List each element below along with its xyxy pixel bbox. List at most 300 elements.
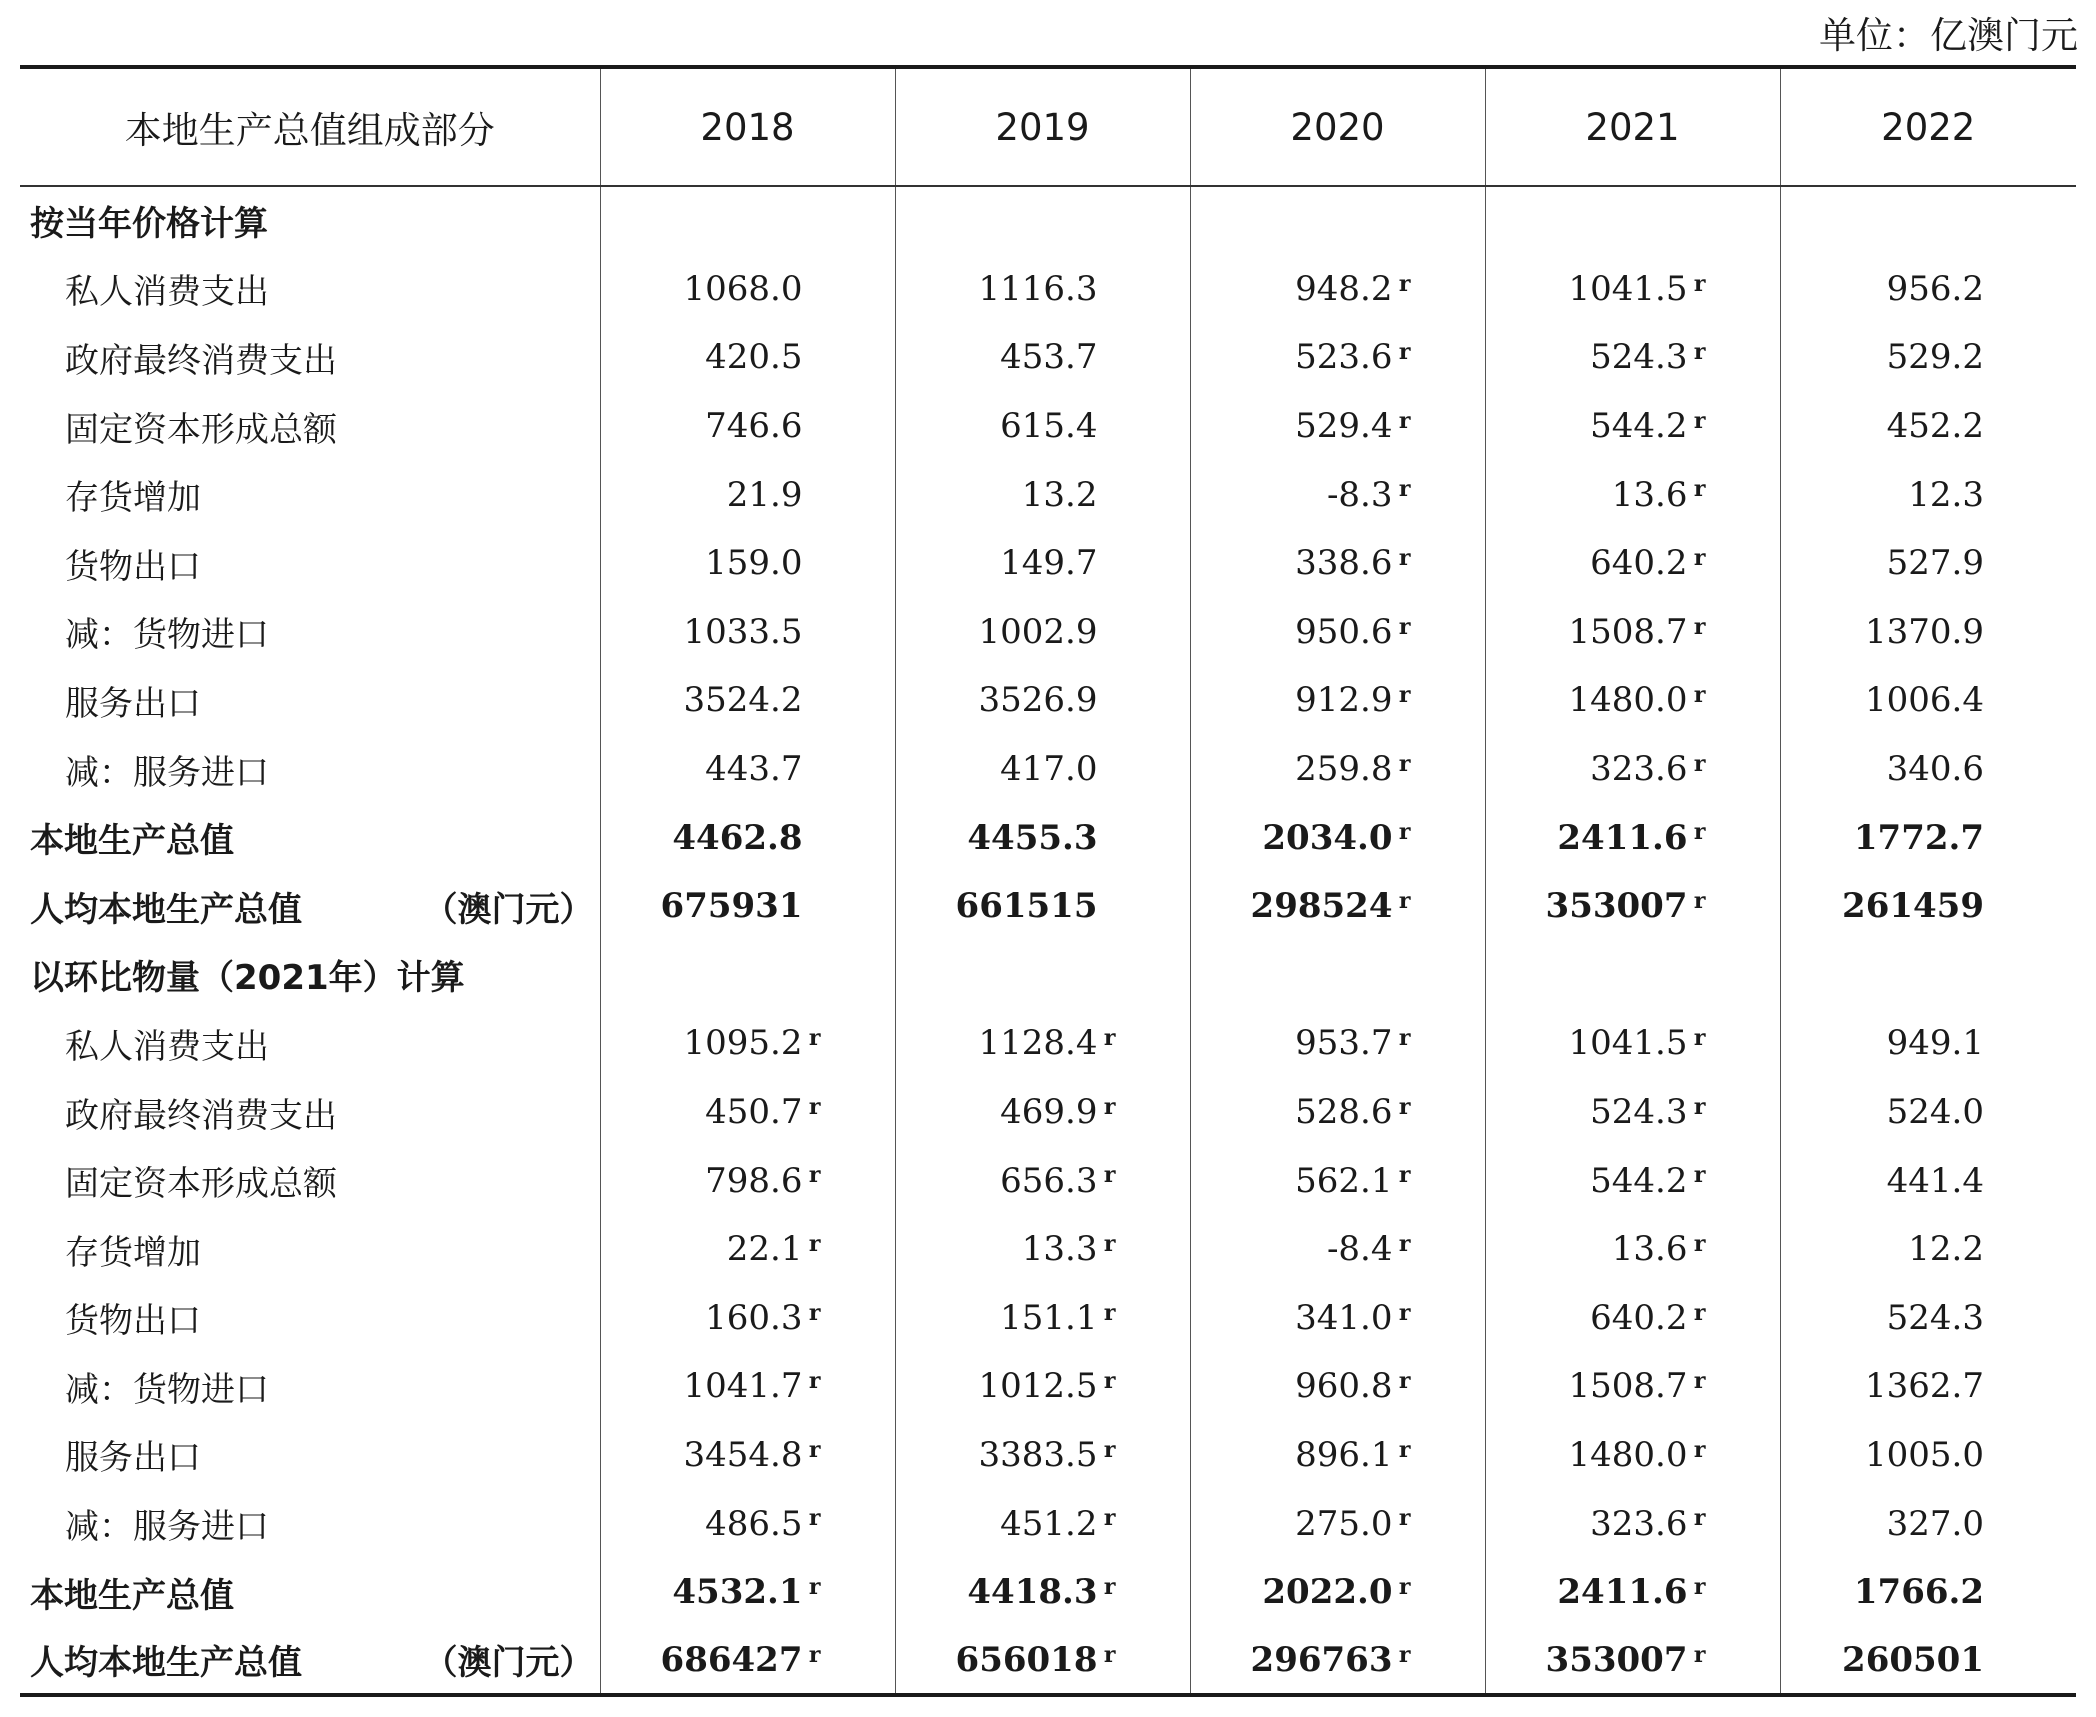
value-cell <box>895 1078 1190 1147</box>
empty-cell <box>1190 941 1485 1010</box>
revision-mark: r <box>808 1642 821 1669</box>
row-label-cell <box>20 529 600 598</box>
revision-mark: r <box>808 1505 821 1532</box>
value-cell <box>1485 1078 1780 1147</box>
total-row <box>20 872 2076 941</box>
row-label: 减：货物进口 <box>65 1369 269 1410</box>
row-label-cell <box>20 872 600 941</box>
value-number: 1033.5 <box>683 611 803 652</box>
value-number: 656.3 <box>1000 1160 1098 1201</box>
value-number: 353007 <box>1545 1639 1688 1680</box>
row-label-cell <box>20 1352 600 1421</box>
value-number: 160.3 <box>705 1297 803 1338</box>
empty-cell <box>1780 941 2076 1010</box>
value-cell <box>1190 1146 1485 1215</box>
revision-mark: r <box>1103 1162 1116 1189</box>
header-year: 2020 <box>1190 67 1485 186</box>
value-cell <box>1190 1421 1485 1490</box>
value-cell <box>1190 1626 1485 1695</box>
gdp-expenditure-table <box>20 65 2076 1697</box>
revision-mark: r <box>808 1093 821 1120</box>
row-label: 存货增加 <box>65 1232 201 1273</box>
value-number: 327.0 <box>1886 1503 1984 1544</box>
value-number: 2034.0 <box>1262 817 1393 858</box>
revision-mark: r <box>1693 887 1706 914</box>
revision-mark: r <box>1398 476 1411 503</box>
value-cell <box>600 1146 895 1215</box>
value-cell <box>895 1489 1190 1558</box>
value-number: 675931 <box>660 886 803 927</box>
value-cell <box>1780 255 2076 324</box>
empty-cell <box>895 941 1190 1010</box>
value-cell <box>1780 1558 2076 1627</box>
value-number: 524.3 <box>1886 1297 1984 1338</box>
value-cell <box>895 1215 1190 1284</box>
value-number: 529.2 <box>1886 337 1984 378</box>
value-number: 13.2 <box>1021 474 1098 515</box>
row-unit: （澳门元） <box>423 1643 594 1684</box>
row-label-wrapper <box>65 1156 600 1205</box>
header-row <box>20 67 2076 186</box>
row-label: 货物出口 <box>65 1301 201 1342</box>
value-cell <box>1485 598 1780 667</box>
value-cell <box>895 460 1190 529</box>
value-cell <box>1780 666 2076 735</box>
value-cell <box>600 323 895 392</box>
revision-mark: r <box>1693 339 1706 366</box>
value-number: 953.7 <box>1295 1023 1393 1064</box>
value-number: 1012.5 <box>978 1366 1098 1407</box>
value-cell <box>895 1421 1190 1490</box>
row-label-cell <box>20 803 600 872</box>
section-title-row <box>20 941 2076 1010</box>
row-label-wrapper <box>65 402 600 451</box>
value-cell <box>1485 529 1780 598</box>
row-label-wrapper <box>65 1019 600 1068</box>
revision-mark: r <box>1693 270 1706 297</box>
value-cell <box>600 1558 895 1627</box>
value-number: 524.3 <box>1590 337 1688 378</box>
value-cell <box>1780 872 2076 941</box>
row-label: 政府最终消费支出 <box>65 1095 337 1136</box>
value-cell <box>1190 803 1485 872</box>
section-title: 以环比物量（2021年）计算 <box>30 958 465 999</box>
value-cell <box>1485 872 1780 941</box>
value-number: 261459 <box>1842 886 1984 927</box>
row-label-cell <box>20 1078 600 1147</box>
value-number: 1095.2 <box>683 1023 803 1064</box>
value-cell <box>1190 529 1485 598</box>
row-label: 私人消费支出 <box>65 272 269 313</box>
revision-mark: r <box>1398 1230 1411 1257</box>
table-row <box>20 323 2076 392</box>
value-cell <box>600 460 895 529</box>
row-label-wrapper <box>65 745 600 794</box>
value-cell <box>1190 735 1485 804</box>
value-number: 260501 <box>1842 1639 1984 1680</box>
value-cell <box>1485 666 1780 735</box>
value-cell <box>600 1421 895 1490</box>
value-number: 486.5 <box>705 1503 803 1544</box>
value-cell <box>1485 460 1780 529</box>
value-number: 950.6 <box>1295 611 1393 652</box>
value-cell <box>600 255 895 324</box>
value-cell <box>1780 1078 2076 1147</box>
revision-mark: r <box>1398 819 1411 846</box>
value-number: 420.5 <box>705 337 803 378</box>
revision-mark: r <box>1103 1093 1116 1120</box>
row-label: 减：服务进口 <box>65 1507 269 1548</box>
value-cell <box>600 1009 895 1078</box>
header-label-column: 本地生产总值组成部分 <box>20 67 600 186</box>
row-label-cell <box>20 1146 600 1215</box>
revision-mark: r <box>1103 1505 1116 1532</box>
value-cell <box>1485 392 1780 461</box>
table-row <box>20 1078 2076 1147</box>
value-number: 340.6 <box>1886 749 1984 790</box>
value-number: 1116.3 <box>978 268 1098 309</box>
value-number: 1006.4 <box>1865 680 1984 721</box>
revision-mark: r <box>1103 1025 1116 1052</box>
table-row <box>20 529 2076 598</box>
revision-mark: r <box>1693 1025 1706 1052</box>
value-number: 524.3 <box>1590 1092 1688 1133</box>
value-number: 1068.0 <box>683 268 803 309</box>
value-number: 22.1 <box>726 1229 803 1270</box>
table-row <box>20 1421 2076 1490</box>
row-label-wrapper <box>30 1568 600 1617</box>
value-cell <box>895 323 1190 392</box>
value-number: 3383.5 <box>978 1434 1098 1475</box>
value-cell <box>1485 1558 1780 1627</box>
row-label-cell <box>20 1421 600 1490</box>
value-cell <box>600 803 895 872</box>
row-label: 人均本地生产总值 <box>30 1643 302 1684</box>
value-number: 3526.9 <box>978 680 1098 721</box>
value-number: 151.1 <box>1000 1297 1098 1338</box>
value-cell <box>895 666 1190 735</box>
value-number: 450.7 <box>705 1092 803 1133</box>
revision-mark: r <box>1398 887 1411 914</box>
value-number: 528.6 <box>1295 1092 1393 1133</box>
row-label-cell <box>20 1009 600 1078</box>
table-row <box>20 1352 2076 1421</box>
total-row <box>20 803 2076 872</box>
row-label-cell <box>20 666 600 735</box>
revision-mark: r <box>1103 1299 1116 1326</box>
value-number: 640.2 <box>1590 543 1688 584</box>
value-cell <box>895 1558 1190 1627</box>
value-cell <box>1485 1146 1780 1215</box>
revision-mark: r <box>1693 682 1706 709</box>
header-year: 2018 <box>600 67 895 186</box>
revision-mark: r <box>1103 1573 1116 1600</box>
unit-label: 单位：亿澳门元 <box>1819 14 2078 57</box>
value-cell <box>1780 598 2076 667</box>
revision-mark: r <box>808 1299 821 1326</box>
value-cell <box>1780 392 2076 461</box>
value-number: 4532.1 <box>672 1572 803 1613</box>
row-label-wrapper <box>65 676 600 725</box>
total-row <box>20 1626 2076 1695</box>
value-number: 13.6 <box>1611 1229 1688 1270</box>
value-cell <box>1190 323 1485 392</box>
value-cell <box>600 1078 895 1147</box>
value-cell <box>895 255 1190 324</box>
row-label-cell <box>20 1284 600 1353</box>
table-row <box>20 1146 2076 1215</box>
row-label: 减：服务进口 <box>65 752 269 793</box>
value-cell <box>1485 1009 1780 1078</box>
value-cell <box>1780 460 2076 529</box>
empty-cell <box>600 941 895 1010</box>
row-label-wrapper <box>65 333 600 382</box>
value-cell <box>895 1146 1190 1215</box>
value-number: 1041.7 <box>683 1366 803 1407</box>
revision-mark: r <box>1398 1299 1411 1326</box>
value-number: 1508.7 <box>1568 611 1688 652</box>
value-cell <box>1780 1352 2076 1421</box>
revision-mark: r <box>1398 682 1411 709</box>
value-cell <box>600 666 895 735</box>
value-cell <box>895 735 1190 804</box>
row-label-wrapper <box>65 539 600 588</box>
revision-mark: r <box>1693 407 1706 434</box>
value-number: 159.0 <box>705 543 803 584</box>
value-number: 275.0 <box>1295 1503 1393 1544</box>
revision-mark: r <box>1398 750 1411 777</box>
revision-mark: r <box>1398 1642 1411 1669</box>
table-row <box>20 1489 2076 1558</box>
value-cell <box>895 598 1190 667</box>
value-cell <box>1190 1009 1485 1078</box>
row-label-wrapper <box>30 1635 600 1684</box>
row-label-cell <box>20 1215 600 1284</box>
value-cell <box>1780 1489 2076 1558</box>
row-label: 减：货物进口 <box>65 615 269 656</box>
revision-mark: r <box>808 1573 821 1600</box>
value-number: 298524 <box>1250 886 1393 927</box>
table-body <box>20 186 2076 1695</box>
value-number: 2022.0 <box>1262 1572 1393 1613</box>
value-cell <box>1190 1558 1485 1627</box>
revision-mark: r <box>1398 407 1411 434</box>
revision-mark: r <box>1693 1162 1706 1189</box>
revision-mark: r <box>1398 613 1411 640</box>
revision-mark: r <box>1693 1642 1706 1669</box>
value-number: 896.1 <box>1295 1434 1393 1475</box>
value-cell <box>600 598 895 667</box>
value-number: 956.2 <box>1886 268 1984 309</box>
revision-mark: r <box>1103 1436 1116 1463</box>
revision-mark: r <box>808 1230 821 1257</box>
value-cell <box>600 1284 895 1353</box>
value-cell <box>1485 803 1780 872</box>
row-label-cell <box>20 255 600 324</box>
row-unit: （澳门元） <box>423 889 594 930</box>
value-number: 544.2 <box>1590 1160 1688 1201</box>
value-cell <box>895 1284 1190 1353</box>
revision-mark: r <box>1693 1230 1706 1257</box>
value-number: 2411.6 <box>1557 817 1688 858</box>
value-cell <box>600 1489 895 1558</box>
revision-mark: r <box>1693 1368 1706 1395</box>
table-row <box>20 666 2076 735</box>
revision-mark: r <box>1398 1505 1411 1532</box>
row-label-wrapper <box>65 1362 600 1411</box>
row-label: 服务出口 <box>65 1438 201 1479</box>
value-number: 661515 <box>955 886 1098 927</box>
revision-mark: r <box>808 1162 821 1189</box>
value-number: 1128.4 <box>978 1023 1098 1064</box>
table-row <box>20 1009 2076 1078</box>
row-label-cell <box>20 1558 600 1627</box>
row-label: 服务出口 <box>65 683 201 724</box>
value-number: 4418.3 <box>967 1572 1098 1613</box>
value-cell <box>600 529 895 598</box>
value-cell <box>1780 529 2076 598</box>
value-number: 12.3 <box>1908 474 1984 515</box>
header-year: 2021 <box>1485 67 1780 186</box>
revision-mark: r <box>1398 1368 1411 1395</box>
row-label-wrapper <box>65 470 600 519</box>
empty-cell <box>895 186 1190 255</box>
value-number: 323.6 <box>1590 749 1688 790</box>
value-number: 1480.0 <box>1568 1434 1688 1475</box>
value-number: 1041.5 <box>1568 268 1688 309</box>
value-number: 1362.7 <box>1865 1366 1984 1407</box>
row-label-wrapper <box>65 1430 600 1479</box>
value-cell <box>1190 1284 1485 1353</box>
revision-mark: r <box>1398 1436 1411 1463</box>
value-cell <box>600 392 895 461</box>
value-number: -8.3 <box>1326 474 1393 515</box>
row-label: 人均本地生产总值 <box>30 889 302 930</box>
value-cell <box>1780 803 2076 872</box>
value-number: 746.6 <box>705 406 803 447</box>
row-label: 政府最终消费支出 <box>65 340 337 381</box>
value-cell <box>1190 1352 1485 1421</box>
value-number: 296763 <box>1250 1639 1393 1680</box>
revision-mark: r <box>1693 1299 1706 1326</box>
total-row <box>20 1558 2076 1627</box>
table-row <box>20 1284 2076 1353</box>
value-cell <box>1485 1352 1780 1421</box>
row-label: 本地生产总值 <box>30 1575 234 1616</box>
value-cell <box>1485 255 1780 324</box>
value-number: 451.2 <box>1000 1503 1098 1544</box>
value-number: 948.2 <box>1295 268 1393 309</box>
row-label-cell <box>20 598 600 667</box>
value-cell <box>895 529 1190 598</box>
value-number: 149.7 <box>1000 543 1098 584</box>
value-number: 1508.7 <box>1568 1366 1688 1407</box>
value-cell <box>1780 323 2076 392</box>
value-number: 4455.3 <box>967 817 1098 858</box>
value-number: 912.9 <box>1295 680 1393 721</box>
value-cell <box>1190 1078 1485 1147</box>
value-number: 452.2 <box>1886 406 1984 447</box>
empty-cell <box>1485 186 1780 255</box>
value-number: 3524.2 <box>683 680 803 721</box>
value-number: 1005.0 <box>1865 1434 1984 1475</box>
value-number: 259.8 <box>1295 749 1393 790</box>
value-number: 441.4 <box>1886 1160 1984 1201</box>
value-number: 341.0 <box>1295 1297 1393 1338</box>
value-cell <box>1485 1421 1780 1490</box>
value-number: 323.6 <box>1590 1503 1688 1544</box>
value-number: 21.9 <box>726 474 803 515</box>
row-label-wrapper <box>65 1499 600 1548</box>
value-number: 615.4 <box>1000 406 1098 447</box>
section-title-row <box>20 186 2076 255</box>
row-label-wrapper <box>65 1293 600 1342</box>
revision-mark: r <box>1693 1093 1706 1120</box>
value-cell <box>600 1626 895 1695</box>
revision-mark: r <box>808 1025 821 1052</box>
value-number: 527.9 <box>1886 543 1984 584</box>
value-cell <box>1485 1284 1780 1353</box>
value-cell <box>1780 1284 2076 1353</box>
value-number: 4462.8 <box>672 817 803 858</box>
table-row <box>20 598 2076 667</box>
value-cell <box>1190 460 1485 529</box>
value-cell <box>1190 598 1485 667</box>
revision-mark: r <box>1693 1505 1706 1532</box>
value-cell <box>895 803 1190 872</box>
value-number: 686427 <box>660 1639 803 1680</box>
revision-mark: r <box>1398 1573 1411 1600</box>
row-label: 固定资本形成总额 <box>65 1164 337 1205</box>
revision-mark: r <box>1398 1162 1411 1189</box>
revision-mark: r <box>1398 1093 1411 1120</box>
value-number: 338.6 <box>1295 543 1393 584</box>
value-cell <box>895 1009 1190 1078</box>
value-number: 960.8 <box>1295 1366 1393 1407</box>
value-number: 417.0 <box>1000 749 1098 790</box>
revision-mark: r <box>808 1436 821 1463</box>
value-cell <box>1190 666 1485 735</box>
value-cell <box>1190 392 1485 461</box>
value-cell <box>1485 735 1780 804</box>
value-cell <box>600 1215 895 1284</box>
empty-cell <box>600 186 895 255</box>
value-cell <box>600 735 895 804</box>
row-label: 货物出口 <box>65 546 201 587</box>
row-label-cell <box>20 735 600 804</box>
value-cell <box>1485 1489 1780 1558</box>
value-cell <box>1485 323 1780 392</box>
table-row <box>20 392 2076 461</box>
table-row <box>20 255 2076 324</box>
row-label-cell <box>20 460 600 529</box>
value-number: 524.0 <box>1886 1092 1984 1133</box>
row-label: 存货增加 <box>65 478 201 519</box>
value-cell <box>895 1626 1190 1695</box>
value-number: -8.4 <box>1326 1229 1393 1270</box>
value-number: 2411.6 <box>1557 1572 1688 1613</box>
value-number: 1772.7 <box>1853 817 1984 858</box>
row-label-wrapper <box>65 1088 600 1137</box>
value-cell <box>1780 1215 2076 1284</box>
value-number: 13.6 <box>1611 474 1688 515</box>
empty-cell <box>1485 941 1780 1010</box>
value-number: 453.7 <box>1000 337 1098 378</box>
revision-mark: r <box>1103 1230 1116 1257</box>
row-label-cell <box>20 392 600 461</box>
row-label-wrapper <box>65 264 600 313</box>
table-row <box>20 1215 2076 1284</box>
